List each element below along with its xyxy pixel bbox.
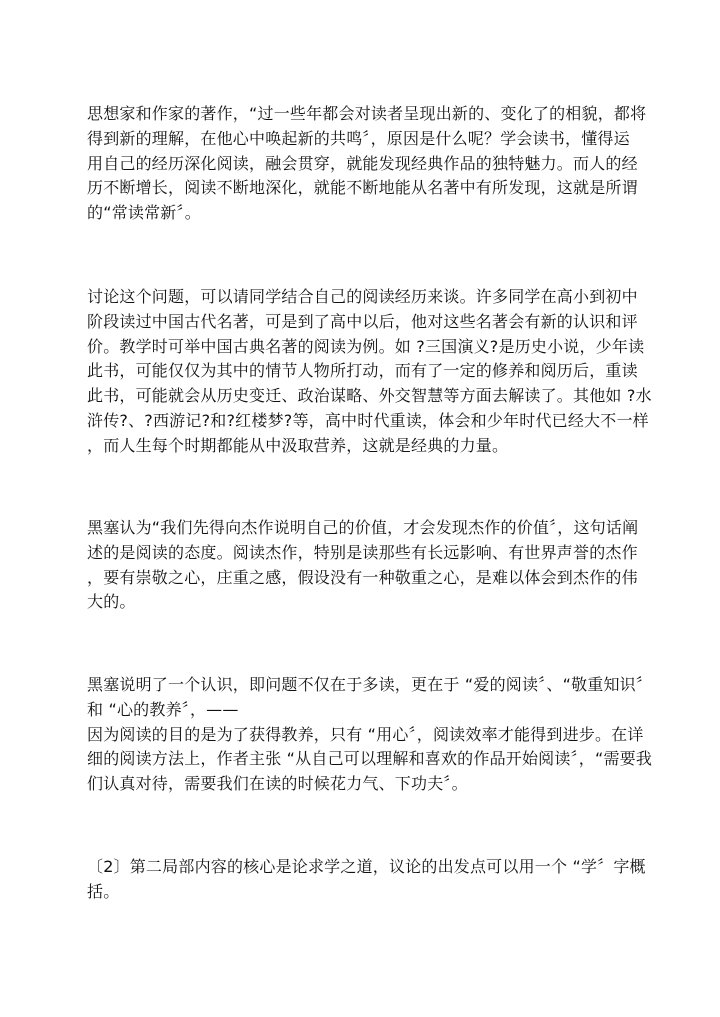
paragraph-hesse-method: [87, 673, 653, 797]
text-line: 因为阅读的目的是为了获得教养，只有 “用心〞，阅读效率才能得到进步。在详: [87, 724, 644, 744]
text-line: 〔2〕第二局部内容的核心是论求学之道，议论的出发点可以用一个 “学〞字概: [87, 857, 646, 876]
text-line: ，要有崇敬之心，庄重之感，假设没有一种敬重之心，是难以体会到杰作的伟: [87, 567, 638, 587]
text-line: 得到新的理解，在他心中唤起新的共鸣〞，原因是什么呢？学会读书，懂得运: [87, 128, 630, 148]
text-line: 历不断增长，阅读不断地深化，就能不断地能从名著中有所发现，这就是所谓: [87, 178, 638, 198]
text-line: 浒传?、?西游记?和?红楼梦?等，高中时代重读，体会和少年时代已经大不一样: [87, 410, 649, 430]
text-line: 此书，可能就会从历史变迁、政治谋略、外交智慧等方面去解读了。其他如 ?水: [87, 386, 652, 406]
text-line: 黑塞说明了一个认识，即问题不仅在于多读，更在于 “爱的阅读〞、“敬重知识〞: [87, 675, 653, 694]
text-line: 述的是阅读的态度。阅读杰作，特别是读那些有长远影响、有世界声誉的杰作: [87, 542, 638, 562]
paragraph-classics-new-understanding: [87, 102, 647, 226]
paragraph-hesse-attitude: [87, 516, 639, 615]
text-line: 阶段读过中国古代名著，可是到了高中以后，他对这些名著会有新的认识和评: [87, 311, 638, 331]
paragraph-reading-experience: [87, 285, 652, 459]
text-line: 讨论这个问题，可以请同学结合自己的阅读经历来谈。许多同学在高小到初中: [87, 287, 638, 306]
text-line: 思想家和作家的著作，“过一些年都会对读者呈现出新的、变化了的相貌，都将: [87, 104, 647, 123]
text-line: 黑塞认为“我们先得向杰作说明自己的价值，才会发现杰作的价值〞，这句话阐: [87, 518, 639, 537]
paragraph-part-two-core: [87, 855, 646, 905]
text-line: 的“常读常新〞。: [87, 203, 201, 223]
text-line: 和 “心的教养〞，——: [87, 699, 239, 719]
text-line: 们认真对待，需要我们在读的时候花力气、下功夫〞。: [87, 774, 468, 794]
text-line: 此书，可能仅仅为其中的情节人物所打动，而有了一定的修养和阅历后，重读: [87, 361, 638, 381]
text-line: 大的。: [87, 592, 136, 612]
text-line: 用自己的经历深化阅读，融会贯穿，就能发现经典作品的独特魅力。而人的经: [87, 153, 638, 173]
text-line: 价。教学时可举中国古典名著的阅读为例。如 ?三国演义?是历史小说，少年读: [87, 336, 645, 356]
text-line: 细的阅读方法上，作者主张 “从自己可以理解和喜欢的作品开始阅读〞，“需要我: [87, 749, 653, 769]
text-line: 括。: [87, 881, 120, 901]
text-line: ，而人生每个时期都能从中汲取营养，这就是经典的力量。: [87, 435, 509, 455]
